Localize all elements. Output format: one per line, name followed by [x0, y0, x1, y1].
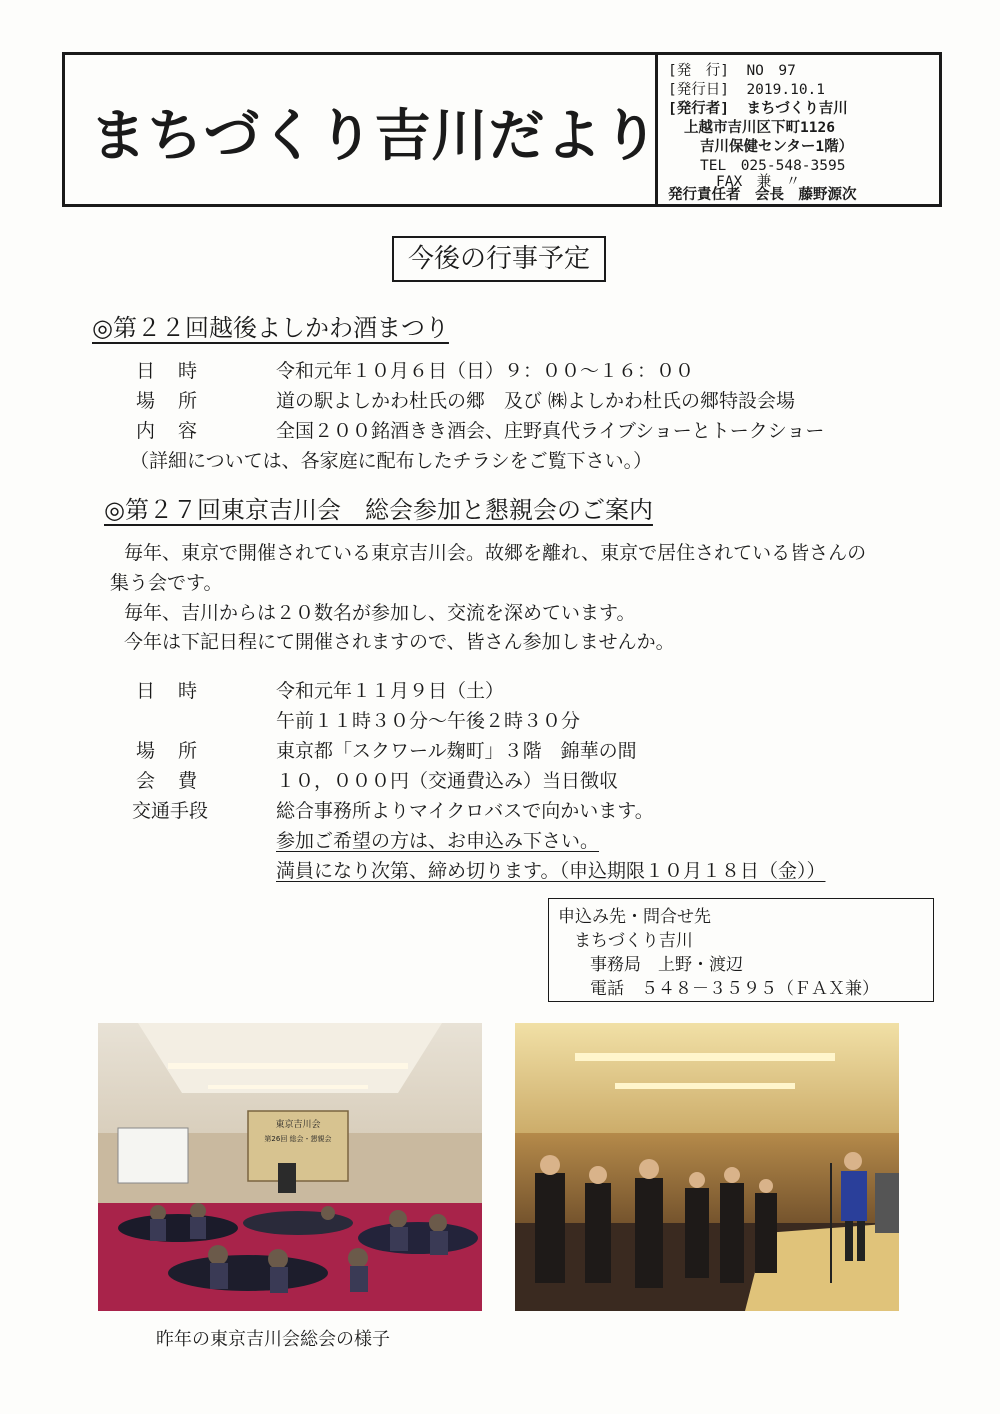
event2-apply-note: 参加ご希望の方は、お申込み下さい。 [276, 830, 600, 852]
event1-place-value: 道の駅よしかわ杜氏の郷 及び ㈱よしかわ杜氏の郷特設会場 [276, 390, 796, 412]
photo-caption: 昨年の東京吉川会総会の様子 [156, 1329, 390, 1350]
event2-date-value1: 令和元年１１月９日（土） [276, 680, 505, 702]
event2-transport-label: 交通手段 [132, 800, 209, 822]
issue-label: [発 行] [668, 63, 729, 79]
publisher [668, 100, 848, 119]
event2-transport-value: 総合事務所よりマイクロバスで向かいます。 [276, 800, 654, 822]
photo-meeting-hall [98, 1023, 482, 1311]
photo-party-illustration [515, 1023, 899, 1311]
event2-para2: 毎年、吉川からは２０数名が参加し、交流を深めています。 [124, 602, 636, 624]
contact-heading: 申込み先・問合せ先 [558, 907, 711, 927]
event2-fee-value: １０，０００円（交通費込み）当日徴収 [276, 770, 619, 792]
publication-info [668, 62, 796, 81]
event1-content-value: 全国２００銘酒きき酒会、庄野真代ライブショーとトークショー [276, 420, 825, 442]
date-label: [発行日] [668, 82, 729, 98]
photo-party [515, 1023, 899, 1311]
banner-line1: 東京吉川会 [275, 1120, 321, 1130]
event2-fee-label: 会 費 [136, 770, 200, 792]
fax: FAX 兼 〃 [716, 174, 801, 190]
responsible-person: 発行責任者 会長 藤野源次 [668, 187, 857, 203]
event2-place-label: 場 所 [136, 740, 200, 762]
publication-date [668, 81, 825, 100]
contact-org: まちづくり吉川 [574, 931, 693, 951]
event1-place-label: 場 所 [136, 390, 200, 412]
event1-date-value: 令和元年１０月６日（日）９：００～１６：００ [276, 360, 695, 382]
banner-line2: 第26回 総会・懇親会 [264, 1135, 332, 1143]
event1-title: ◎第２２回越後よしかわ酒まつり [92, 314, 449, 342]
contact-phone: 電話 ５４８－３５９５（ＦＡＸ兼） [590, 979, 879, 999]
event2-para1b: 集う会です。 [110, 572, 223, 594]
event2-date-value2: 午前１１時３０分～午後２時３０分 [276, 710, 581, 732]
address-line-2: 吉川保健センター1階） [700, 139, 854, 155]
event2-date-label: 日 時 [136, 680, 200, 702]
event1-content-label: 内 容 [136, 420, 200, 442]
event2-title: ◎第２７回東京吉川会 総会参加と懇親会のご案内 [104, 496, 653, 524]
tel: TEL 025-548-3595 [700, 158, 846, 174]
event2-place-value: 東京都「スクワール麹町」３階 錦華の間 [276, 740, 637, 762]
issue-value: NO 97 [746, 63, 796, 79]
photo-meeting-hall-illustration [98, 1023, 482, 1311]
publisher-label: [発行者] [668, 101, 729, 117]
event2-para1a: 毎年、東京で開催されている東京吉川会。故郷を離れ、東京で居住されている皆さんの [124, 542, 867, 564]
date-value: 2019.10.1 [746, 82, 826, 98]
address-line-1: 上越市吉川区下町1126 [684, 120, 835, 136]
publisher-value: まちづくり吉川 [746, 101, 848, 117]
event2-para3: 今年は下記日程にて開催されますので、皆さん参加しませんか。 [124, 631, 675, 653]
section-heading: 今後の行事予定 [392, 236, 606, 282]
event2-deadline-note: 満員になり次第、締め切ります。（申込期限１０月１８日（金）） [276, 860, 826, 882]
event1-note: （詳細については、各家庭に配布したチラシをご覧下さい。） [130, 450, 653, 472]
event1-date-label: 日 時 [136, 360, 200, 382]
newsletter-title: まちづくり吉川だより [90, 104, 660, 169]
contact-staff: 事務局 上野・渡辺 [590, 955, 743, 975]
